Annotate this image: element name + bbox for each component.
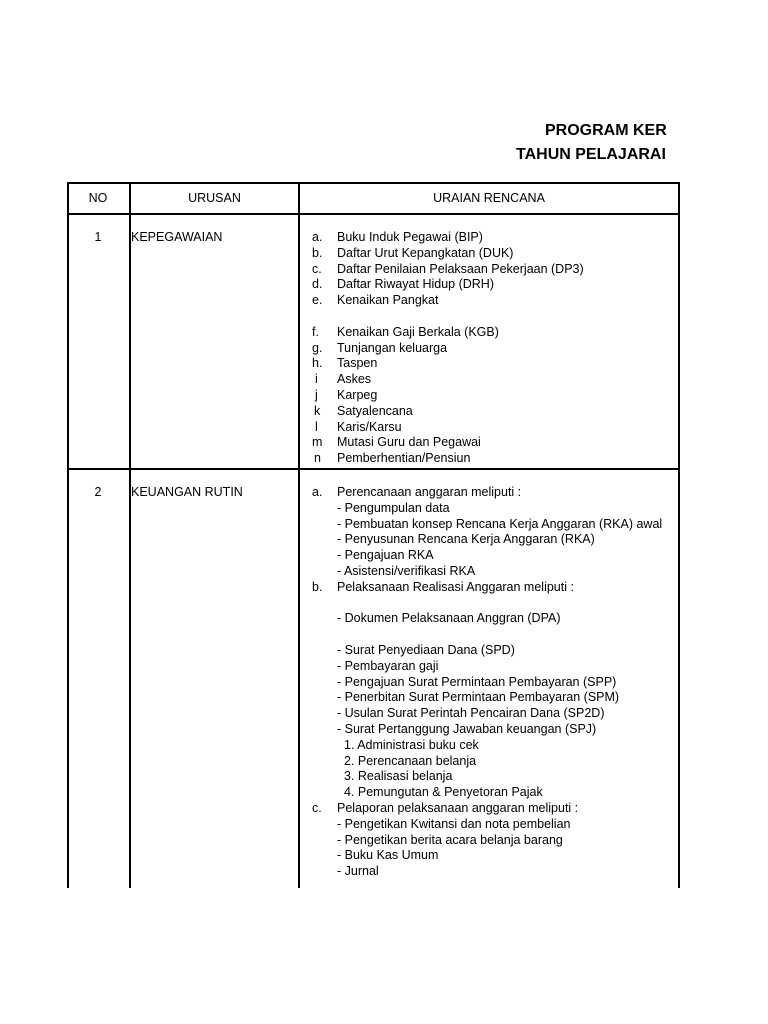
list-item: - Pengajuan Surat Permintaan Pembayaran (SPP) (337, 674, 617, 689)
list-item: - Buku Kas Umum (337, 848, 439, 863)
table-left-border (67, 182, 69, 888)
list-item: 4. Pemungutan & Penyetoran Pajak (344, 785, 543, 800)
header-urusan: URUSAN (188, 191, 241, 205)
list-item: - Pengumpulan data (337, 500, 450, 515)
row2-uraian (312, 485, 662, 880)
list-item: k Satyalencana (314, 403, 413, 418)
list-item: a. Buku Induk Pegawai (BIP) (312, 230, 483, 244)
row2-urusan: KEUANGAN RUTIN (131, 485, 243, 499)
list-item: - Dokumen Pelaksanaan Anggran (DPA) (337, 611, 561, 626)
list-item: - Surat Pertanggung Jawaban keuangan (SPJ) (337, 721, 597, 736)
list-item: m Mutasi Guru dan Pegawai (312, 435, 481, 450)
list-item: b. Daftar Urut Kepangkatan (DUK) (312, 245, 514, 260)
list-item: g. Tunjangan keluarga (312, 340, 448, 355)
list-item: - Penerbitan Surat Permintaan Pembayaran (SPM) (337, 690, 620, 705)
list-item: - Asistensi/verifikasi RKA (337, 563, 476, 578)
list-item: a. Perencanaan anggaran meliputi : (312, 485, 522, 499)
list-item: n Pemberhentian/Pensiun (314, 451, 471, 466)
list-item: h. Taspen (312, 356, 378, 371)
header-uraian-rencana: URAIAN RENCANA (433, 191, 545, 205)
list-item: 3. Realisasi belanja (344, 769, 453, 784)
list-item: f. Kenaikan Gaji Berkala (KGB) (312, 324, 499, 339)
table-right-border (678, 182, 680, 888)
list-item: c. Pelaporan pelaksanaan anggaran meliputi : (312, 800, 579, 815)
list-item: 1. Administrasi buku cek (344, 737, 479, 752)
list-item: j Karpeg (315, 387, 378, 402)
row1-no: 1 (94, 230, 102, 244)
list-item: i Askes (315, 372, 372, 387)
row1-urusan: KEPEGAWAIAN (131, 230, 223, 244)
list-item: - Surat Penyediaan Dana (SPD) (337, 642, 515, 657)
header-no: NO (88, 191, 108, 205)
list-item: - Jurnal (337, 864, 379, 879)
document-title-line2 (0, 146, 768, 166)
list-item: e. Kenaikan Pangkat (312, 293, 439, 308)
list-item: d. Daftar Riwayat Hidup (DRH) (312, 277, 494, 292)
list-item: - Pengetikan Kwitansi dan nota pembelian (337, 816, 571, 831)
list-item: - Pembayaran gaji (337, 658, 439, 673)
list-item: - Pengajuan RKA (337, 548, 434, 563)
list-item: - Pengetikan berita acara belanja barang (337, 832, 563, 847)
col-divider-1 (129, 182, 131, 888)
title-line2-text: TAHUN PELAJARAI (516, 146, 666, 163)
list-item: - Penyusunan Rencana Kerja Anggaran (RKA) (337, 532, 595, 547)
list-item: l Karis/Karsu (315, 419, 402, 434)
title-line1-text: PROGRAM KER (545, 122, 667, 139)
list-item: 2. Perencanaan belanja (344, 753, 477, 768)
row2-no: 2 (94, 485, 102, 499)
program-table (67, 182, 680, 888)
row1-uraian (312, 230, 584, 467)
list-item: c. Daftar Penilaian Pelaksaan Pekerjaan (DP3) (312, 261, 584, 276)
list-item: b. Pelaksanaan Realisasi Anggaran meliputi : (312, 579, 574, 594)
col-divider-2 (298, 182, 300, 888)
list-item: - Usulan Surat Perintah Pencairan Dana (SP2D) (337, 706, 605, 721)
row1-bottom-border (67, 468, 680, 470)
list-item: - Pembuatan konsep Rencana Kerja Anggaran (RKA) awal (337, 516, 663, 531)
document-title-line1 (0, 122, 768, 142)
